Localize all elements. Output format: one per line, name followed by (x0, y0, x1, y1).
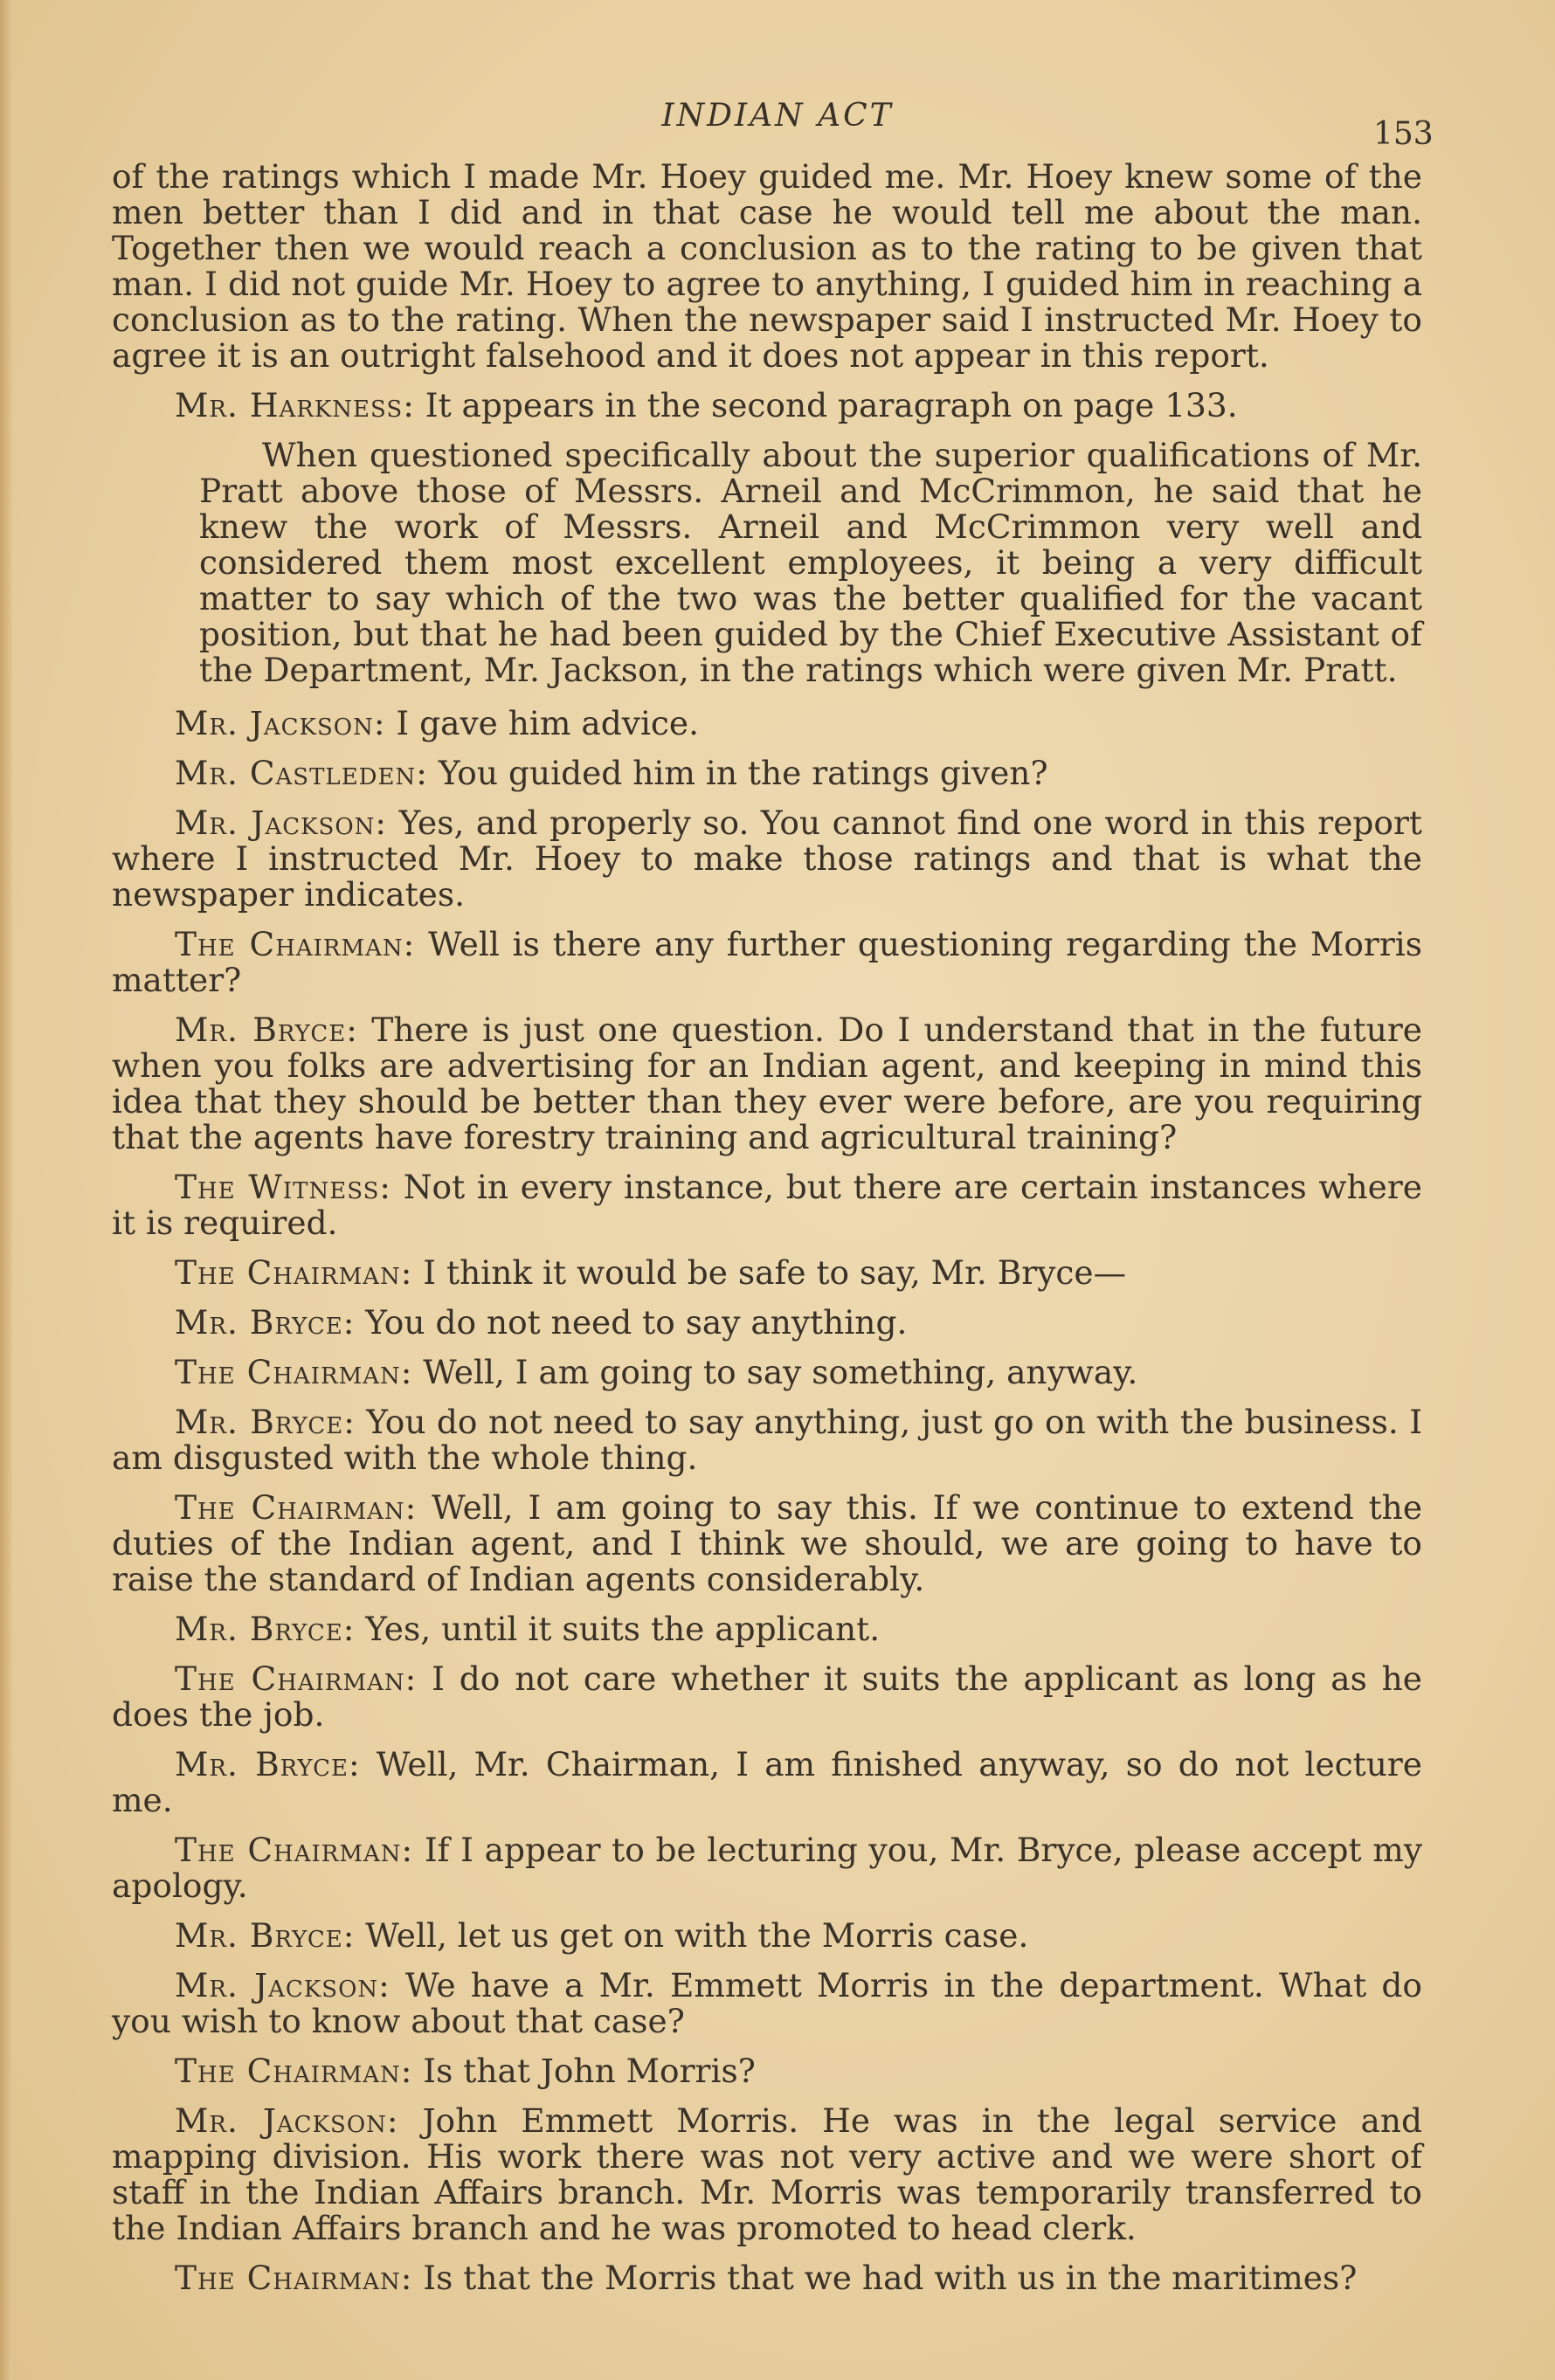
paragraph-text: Well is there any further questioning regarding the Morris matter? (112, 925, 1422, 999)
speaker-label: Mr. Bryce: (175, 1745, 361, 1783)
paragraph-text: When questioned specifically about the superior qualifications of Mr. Pratt above those of Messrs. Arneil and McCrimmon, he said that he knew the work of Messrs. Arneil and McCrimmon very well and considered them most excellent employees, it being a very difficult matter to say which of the two was the better qualified for the vacant position, but that he had been guided by the Chief Executive Assistant of the Department, Mr. Jackson, in the ratings which were given Mr. Pratt. (199, 436, 1422, 689)
paragraph-continuation (112, 159, 1422, 374)
paragraph-bryce (112, 1747, 1422, 1818)
speaker-label: Mr. Jackson: (175, 2101, 399, 2140)
paragraph-text: You do not need to say anything. (365, 1303, 908, 1342)
paragraph-text: Well, I am going to say something, anyway. (423, 1353, 1138, 1391)
paragraph-witness (112, 1169, 1422, 1241)
page-binding-edge (0, 0, 12, 2380)
paragraph-text: Well, I am going to say this. If we continue to extend the duties of the Indian agent, and I think we should, we are going to have to raise the standard of Indian agents considerably. (112, 1488, 1423, 1598)
paragraph-text: Well, let us get on with the Morris case. (365, 1916, 1029, 1955)
speaker-label: The Witness: (175, 1168, 392, 1206)
speaker-label: Mr. Jackson: (175, 1966, 390, 2004)
speaker-label: Mr. Bryce: (175, 1610, 356, 1648)
speaker-label: The Chairman: (175, 2052, 413, 2090)
paragraph-bryce (112, 1012, 1422, 1156)
paragraph-text: You guided him in the ratings given? (438, 754, 1048, 792)
speaker-label: Mr. Bryce: (175, 1011, 358, 1049)
paragraph-text: Yes, until it suits the applicant. (365, 1610, 881, 1648)
speaker-label: Mr. Castleden: (175, 754, 428, 792)
paragraph-chairman (112, 927, 1422, 998)
speaker-label: Mr. Jackson: (175, 704, 386, 742)
paragraph-bryce (112, 1611, 1422, 1647)
speaker-label: Mr. Bryce: (175, 1403, 356, 1441)
speaker-label: The Chairman: (175, 2259, 413, 2297)
paragraph-text: We have a Mr. Emmett Morris in the department. What do you wish to know about that case? (112, 1966, 1422, 2040)
paragraph-text: I gave him advice. (396, 704, 700, 742)
paragraph-text: Well, Mr. Chairman, I am finished anyway, so do not lecture me. (112, 1745, 1422, 1819)
paragraph-text: Yes, and properly so. You cannot find one word in this report where I instructed Mr. Hoey to make those ratings and that is what the newspaper indicates. (112, 804, 1422, 914)
speaker-label: The Chairman: (175, 1488, 418, 1527)
paragraph-chairman (112, 1490, 1422, 1597)
paragraph-castleden (112, 755, 1422, 791)
speaker-label: The Chairman: (175, 1831, 414, 1869)
paragraph-chairman (112, 1355, 1422, 1390)
paragraph-jackson (112, 2103, 1422, 2246)
paragraph-chairman (112, 1661, 1422, 1733)
speaker-label: Mr. Bryce: (175, 1303, 356, 1342)
paragraph-bryce (112, 1918, 1422, 1954)
paragraph-text: It appears in the second paragraph on page 133. (425, 386, 1238, 424)
speaker-label: The Chairman: (175, 1253, 413, 1292)
speaker-label: Mr. Bryce: (175, 1916, 356, 1955)
transcript-body (112, 159, 1422, 2310)
speaker-label: Mr. Harkness: (175, 386, 415, 424)
paragraph-text: John Emmett Morris. He was in the legal service and mapping division. His work there was not very active and we were short of staff in the Indian Affairs branch. Mr. Morris was temporarily transferred to the Indian Affairs branch and he was promoted to head clerk. (112, 2101, 1422, 2247)
paragraph-chairman (112, 1255, 1422, 1291)
paragraph-text: There is just one question. Do I understand that in the future when you folks are advertising for an Indian agent, and keeping in mind this idea that they should be better than they ever were before, are you requiring that the agents have forestry training and agricultural training? (112, 1011, 1422, 1156)
paragraph-bryce (112, 1404, 1422, 1476)
paragraph-text: of the ratings which I made Mr. Hoey guided me. Mr. Hoey knew some of the men better than I did and in that case he would tell me about the man. Together then we would reach a conclusion as to the rating to be given that man. I did not guide Mr. Hoey to agree to anything, I guided him in reaching a conclusion as to the rating. When the newspaper said I instructed Mr. Hoey to agree it is an outright falsehood and it does not appear in this report. (112, 157, 1422, 375)
paragraph-text: If I appear to be lecturing you, Mr. Bryce, please accept my apology. (112, 1831, 1423, 1905)
paragraph-bryce (112, 1305, 1422, 1341)
paragraph-chairman (112, 2260, 1422, 2296)
paragraph-text: Is that John Morris? (423, 2052, 756, 2090)
paragraph-text: You do not need to say anything, just go on with the business. I am disgusted with the whole thing. (112, 1403, 1423, 1477)
paragraph-harkness (112, 388, 1422, 424)
speaker-label: The Chairman: (175, 1659, 418, 1698)
paragraph-jackson (112, 706, 1422, 742)
paragraph-text: Is that the Morris that we had with us in the maritimes? (423, 2259, 1358, 2297)
paragraph-text: Not in every instance, but there are certain instances where it is required. (112, 1168, 1422, 1242)
page-number: 153 (1373, 116, 1434, 152)
running-head: INDIAN ACT (661, 98, 894, 134)
paragraph-jackson (112, 1968, 1422, 2039)
paragraph-jackson (112, 805, 1422, 913)
speaker-label: Mr. Jackson: (175, 804, 388, 842)
speaker-label: The Chairman: (175, 925, 416, 963)
paragraph-chairman (112, 2053, 1422, 2089)
quoted-report-excerpt (199, 438, 1422, 688)
paragraph-text: I do not care whether it suits the applicant as long as he does the job. (112, 1659, 1423, 1734)
paragraph-text: I think it would be safe to say, Mr. Bryce— (423, 1253, 1127, 1292)
paragraph-chairman (112, 1832, 1422, 1904)
speaker-label: The Chairman: (175, 1353, 413, 1391)
